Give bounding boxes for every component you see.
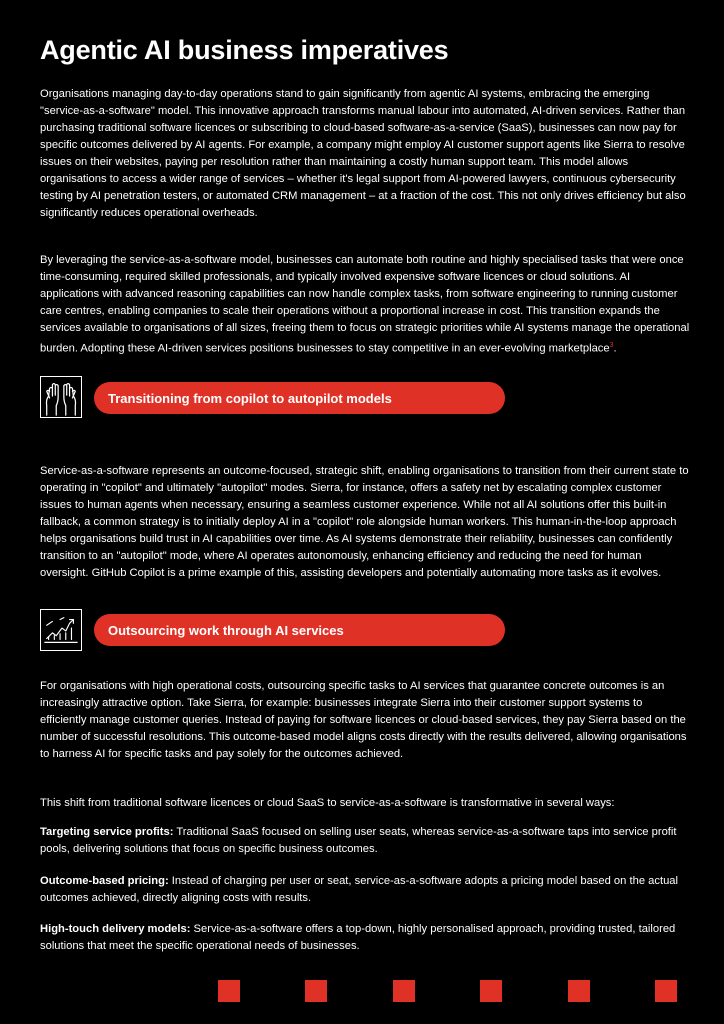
bullet-text: Service-as-a-software offers a top-down, highly personalised approach, providing trusted, tailored solutions that meet the specific operational needs of businesses. bbox=[40, 923, 676, 952]
footer-square bbox=[218, 980, 240, 1002]
page-title: Agentic AI business imperatives bbox=[40, 35, 449, 65]
footer-square bbox=[305, 980, 327, 1002]
bullet-label: Targeting service profits: bbox=[40, 826, 174, 838]
footer-square bbox=[393, 980, 415, 1002]
intro-paragraph-2-text: By leveraging the service-as-a-software model, businesses can automate both routine and highly specialised tasks that were once time-consuming, required skilled professionals, and typically involved expensive software licences or cloud solutions. AI applications with advanced reasoning capabilities can now handle complex tasks, from software engineering to running customer care centres, enabling companies to scale their operations without a proportional increase in cost. This transition expands the services available to organisations of all sizes, freeing them to focus on strategic priorities while AI systems manage the operational burden. Adopting these AI-driven services positions businesses to stay competitive in an ever-evolving marketplace bbox=[40, 254, 690, 355]
bullet-label: Outcome-based pricing: bbox=[40, 875, 169, 887]
bullet-outcome-based-pricing bbox=[40, 873, 690, 907]
footer-square bbox=[568, 980, 590, 1002]
raised-hands-icon bbox=[40, 376, 82, 418]
intro-paragraph-1: Organisations managing day-to-day operations stand to gain significantly from agentic AI systems, embracing the emerging "service-as-a-software" model. This innovative approach transforms manual labour into automated, AI-driven services. Rather than purchasing traditional software licences or subscribing to cloud-based software-as-a-service (SaaS), businesses can now pay for specific outcomes delivered by AI agents. For example, a company might employ AI customer support agents like Sierra to resolve issues on their websites, paying per resolution rather than maintaining a costly human support team. This model allows organisations to access a wider range of services – whether it's legal support from AI-powered lawyers, continuous cybersecurity testing by AI penetration testers, or automated CRM management – at a fraction of the cost. This not only drives efficiency but also significantly reduces operational overheads. bbox=[40, 88, 686, 219]
section2-paragraph-2: This shift from traditional software licences or cloud SaaS to service-as-a-software is transformative in several ways: bbox=[40, 797, 615, 809]
footer-square bbox=[480, 980, 502, 1002]
footer-decoration bbox=[0, 980, 724, 1002]
footnote-reference-link[interactable]: 3 bbox=[609, 342, 614, 349]
section-heading-copilot-autopilot: Transitioning from copilot to autopilot models bbox=[94, 382, 505, 414]
section1-paragraph: Service-as-a-software represents an outcome-focused, strategic shift, enabling organisations to transition from their current state to operating in "copilot" and ultimately "autopilot" modes. Sierra, for instance, offers a safety net by escalating complex customer issues to human agents when necessary, ensuring a seamless customer experience. While not all AI solutions offer this built-in fallback, a common strategy is to initially deploy AI in a "copilot" role alongside human workers. This human-in-the-loop approach helps organisations build trust in AI capabilities over time. As AI systems demonstrate their reliability, businesses can confidently transition to an "autopilot" mode, where AI operates autonomously, enhancing efficiency and reducing the need for human oversight. GitHub Copilot is a prime example of this, assisting developers and potentially automating more tasks as it evolves. bbox=[40, 465, 689, 579]
intro-paragraph-2-end: . bbox=[613, 342, 617, 355]
section2-paragraph-1: For organisations with high operational costs, outsourcing specific tasks to AI services that guarantee concrete outcomes is an increasingly attractive option. Take Sierra, for example: businesses integrate Sierra into their customer support systems to efficiently manage customer queries. Instead of paying for software licences or cloud-based services, they pay Sierra based on the number of successful resolutions. This outcome-based model aligns costs directly with the results delivered, allowing organisations to harness AI for specific tasks and pay solely for the outcomes achieved. bbox=[40, 680, 687, 760]
bullet-text: Instead of charging per user or seat, service-as-a-software adopts a pricing model based on the actual outcomes achieved, directly aligning costs with results. bbox=[40, 875, 678, 904]
growth-chart-icon bbox=[40, 609, 82, 651]
bullet-targeting-service-profits bbox=[40, 824, 690, 858]
bullet-high-touch-delivery bbox=[40, 921, 690, 955]
intro-paragraph-2 bbox=[40, 252, 690, 358]
section-heading-outsourcing: Outsourcing work through AI services bbox=[94, 614, 505, 646]
bullet-text: Traditional SaaS focused on selling user seats, whereas service-as-a-software taps into service profit pools, delivering solutions that focus on specific business outcomes. bbox=[40, 826, 677, 855]
bullet-label: High-touch delivery models: bbox=[40, 923, 191, 935]
footer-square bbox=[655, 980, 677, 1002]
